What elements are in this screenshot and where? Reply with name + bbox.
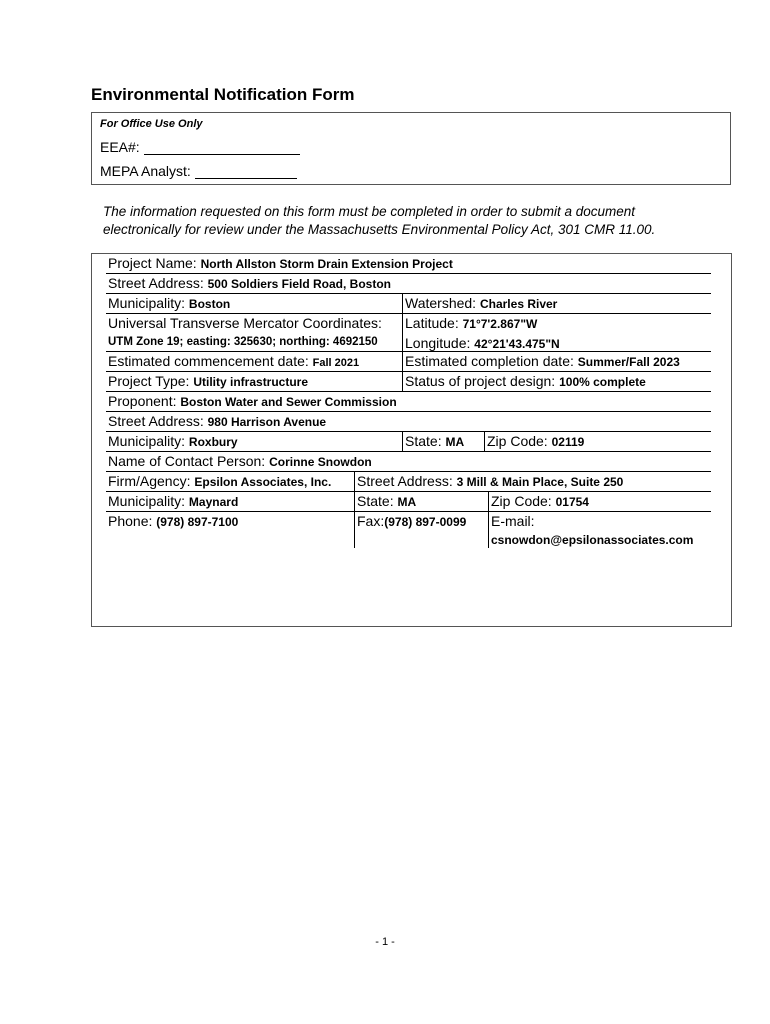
firm-value[interactable]: Epsilon Associates, Inc. — [194, 475, 332, 489]
eea-row — [100, 139, 300, 155]
eea-field[interactable] — [144, 141, 300, 155]
project-municipality-label: Municipality: — [108, 295, 186, 311]
proponent-row — [106, 392, 711, 412]
type-status-row — [106, 372, 711, 392]
completion-label: Estimated completion date: — [405, 353, 574, 369]
project-name-row — [106, 254, 711, 274]
project-type-value[interactable]: Utility infrastructure — [193, 375, 309, 389]
office-use-box — [91, 112, 731, 185]
contact-street-label: Street Address: — [357, 473, 453, 489]
proponent-value[interactable]: Boston Water and Sewer Commission — [180, 395, 397, 409]
form-title: Environmental Notification Form — [91, 85, 355, 104]
utm-value[interactable]: UTM Zone 19; easting: 325630; northing: 4692150 — [108, 336, 378, 348]
watershed-value[interactable]: Charles River — [479, 297, 558, 311]
proponent-street-row — [106, 412, 711, 432]
project-street-value[interactable]: 500 Soldiers Field Road, Boston — [207, 277, 391, 291]
proponent-street-label: Street Address: — [108, 413, 204, 429]
mepa-analyst-field[interactable] — [195, 165, 297, 179]
project-name-value[interactable]: North Allston Storm Drain Extension Project — [200, 257, 453, 271]
phone-label: Phone: — [108, 513, 153, 529]
utm-label: Universal Transverse Mercator Coordinates: — [108, 315, 382, 331]
longitude-value[interactable]: 42°21'43.475"N — [474, 337, 560, 351]
contact-street-value[interactable]: 3 Mill & Main Place, Suite 250 — [456, 475, 624, 489]
proponent-zip-value[interactable]: 02119 — [551, 435, 585, 449]
project-form-box — [91, 253, 732, 627]
proponent-municipality-value[interactable]: Roxbury — [188, 435, 238, 449]
longitude-label: Longitude: — [405, 335, 471, 351]
proponent-street-value[interactable]: 980 Harrison Avenue — [207, 415, 327, 429]
commencement-label: Estimated commencement date: — [108, 353, 309, 369]
contact-municipality-row — [106, 492, 711, 512]
project-name-label: Project Name: — [108, 255, 197, 271]
contact-state-label: State: — [357, 493, 394, 509]
contact-person-row — [106, 452, 711, 472]
contact-person-value[interactable]: Corinne Snowdon — [269, 455, 372, 469]
proponent-municipality-label: Municipality: — [108, 433, 186, 449]
commencement-value[interactable]: Fall 2021 — [312, 357, 360, 369]
proponent-state-value[interactable]: MA — [445, 435, 465, 449]
project-street-row — [106, 274, 711, 294]
contact-municipality-label: Municipality: — [108, 493, 186, 509]
latitude-label: Latitude: — [405, 315, 459, 331]
project-municipality-row — [106, 294, 711, 314]
email-label: E-mail: — [491, 513, 535, 529]
fax-label: Fax: — [357, 513, 385, 529]
eea-label: EEA#: — [100, 139, 140, 155]
mepa-analyst-label: MEPA Analyst: — [100, 163, 191, 179]
latitude-value[interactable]: 71°7'2.867"W — [462, 317, 538, 331]
coordinates-row — [106, 314, 711, 352]
intro-text: The information requested on this form must be completed in order to submit a document electronically for review under the Massachusetts Environmental Policy Act, 301 CMR 11.00. — [103, 204, 656, 237]
contact-person-label: Name of Contact Person: — [108, 453, 266, 469]
design-status-label: Status of project design: — [405, 373, 556, 389]
design-status-value[interactable]: 100% complete — [559, 375, 646, 389]
email-value[interactable]: csnowdon@epsilonassociates.com — [491, 533, 694, 547]
proponent-label: Proponent: — [108, 393, 177, 409]
firm-label: Firm/Agency: — [108, 473, 191, 489]
firm-row — [106, 472, 711, 492]
proponent-state-label: State: — [405, 433, 442, 449]
office-use-label: For Office Use Only — [100, 118, 203, 130]
contact-zip-value[interactable]: 01754 — [555, 495, 589, 509]
project-municipality-value[interactable]: Boston — [188, 297, 231, 311]
proponent-zip-label: Zip Code: — [487, 433, 548, 449]
dates-row — [106, 352, 711, 372]
page-number: - 1 - — [375, 936, 395, 948]
completion-value[interactable]: Summer/Fall 2023 — [577, 355, 680, 369]
phone-fax-email-row — [106, 512, 711, 548]
fax-value[interactable]: (978) 897-0099 — [384, 515, 467, 529]
project-type-label: Project Type: — [108, 373, 190, 389]
watershed-label: Watershed: — [405, 295, 477, 311]
proponent-municipality-row — [106, 432, 711, 452]
contact-zip-label: Zip Code: — [491, 493, 552, 509]
project-street-label: Street Address: — [108, 275, 204, 291]
phone-value[interactable]: (978) 897-7100 — [156, 515, 239, 529]
contact-state-value[interactable]: MA — [397, 495, 417, 509]
mepa-analyst-row — [100, 163, 297, 179]
contact-municipality-value[interactable]: Maynard — [188, 495, 239, 509]
